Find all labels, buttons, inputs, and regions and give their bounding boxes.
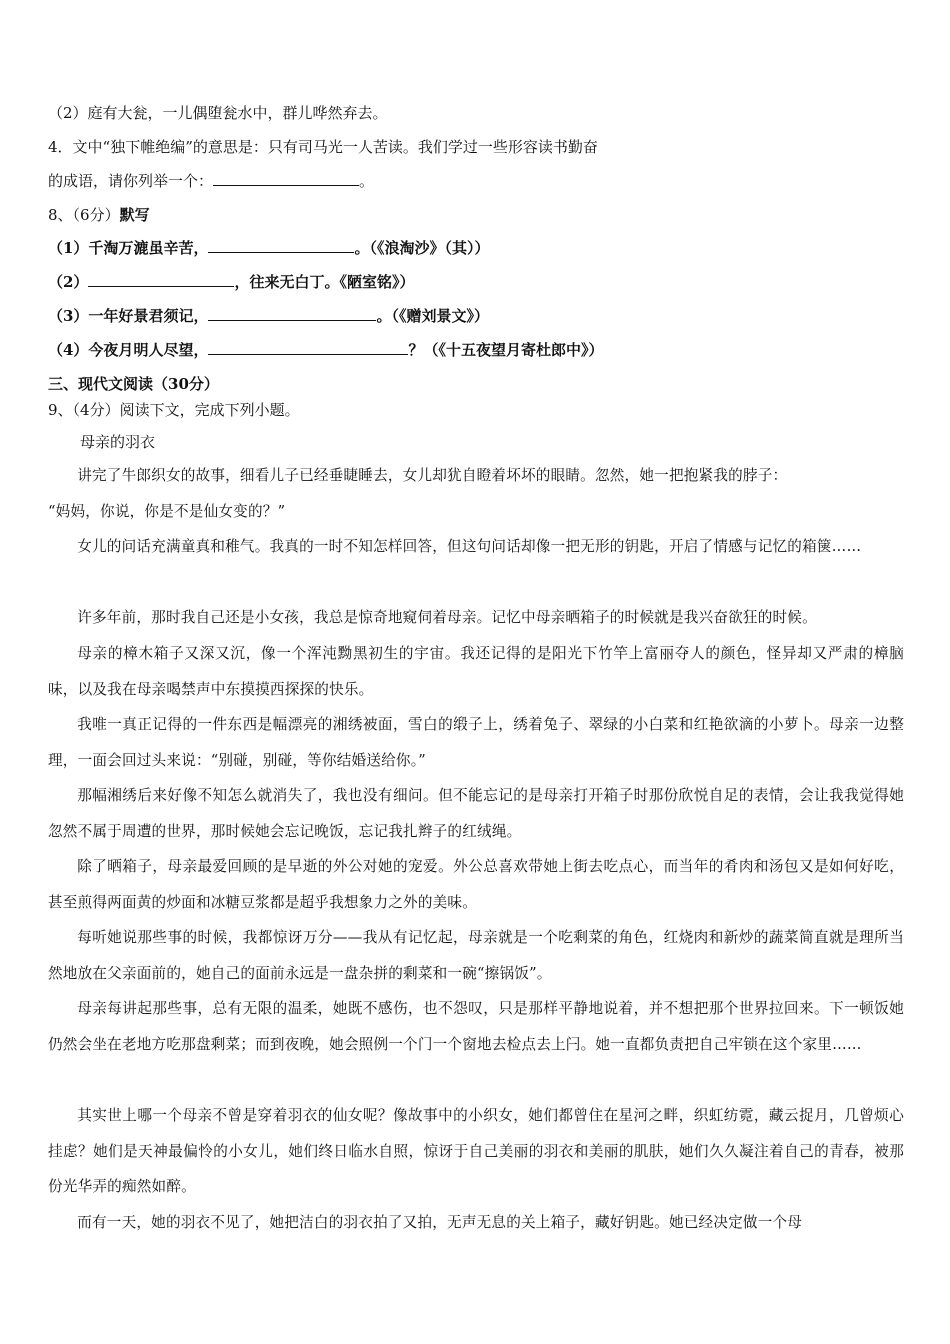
article-paragraph-7: 除了晒箱子，母亲最爱回顾的是早逝的外公对她的宠爱。外公总喜欢带她上街去吃点心，而当年的肴肉和汤包又是如何好吃，甚至煎得两面黄的炒面和冰糖豆浆都是超乎我想象力之外的美味。 bbox=[48, 858, 904, 911]
question-4-text: 的成语，请你列举一个： bbox=[48, 172, 214, 190]
classical-q3-line2: （2）庭有大瓮，一儿偶堕瓮水中，群儿哗然弃去。 bbox=[48, 104, 388, 122]
question-8-title: 默写 bbox=[119, 206, 150, 224]
dictation-line-3 bbox=[48, 306, 489, 326]
dictation-4-blank[interactable] bbox=[208, 340, 408, 355]
dictation-4-prefix: （4）今夜月明人尽望， bbox=[48, 341, 209, 359]
article-paragraph-1b: “妈妈，你说，你是不是仙女变的？” bbox=[48, 503, 286, 520]
dictation-line-1 bbox=[48, 238, 489, 258]
dictation-2-suffix: ，往来无白丁。《陋室铭》） bbox=[234, 273, 415, 291]
article-paragraph-4: 母亲的樟木箱子又深又沉，像一个浑沌黝黑初生的宇宙。我还记得的是阳光下竹竿上富丽夺人的颜色，怪异却又严肃的樟脑味，以及我在母亲喝禁声中东摸摸西探探的快乐。 bbox=[48, 645, 904, 698]
question-4-line1: 4．文中“独下帷绝编”的意思是：只有司马光一人苦读。我们学过一些形容读书勤奋 bbox=[48, 138, 598, 156]
article-paragraph-2: 女儿的问话充满童真和稚气。我真的一时不知怎样回答，但这句问话却像一把无形的钥匙，开启了情感与记忆的箱箧…… bbox=[77, 538, 862, 555]
article-paragraph-3: 许多年前，那时我自己还是小女孩，我总是惊奇地窥伺着母亲。记忆中母亲晒箱子的时候就是我兴奋欲狂的时候。 bbox=[77, 609, 817, 626]
dictation-1-suffix: 。（《浪淘沙》（其）） bbox=[354, 239, 490, 257]
article-paragraph-6: 那幅湘绣后来好像不知怎么就消失了，我也没有细问。但不能忘记的是母亲打开箱子时那份欣悦自足的表情，会让我我觉得她忽然不属于周遭的世界，那时候她会忘记晚饭，忘记我扎辫子的红绒绳。 bbox=[48, 787, 904, 840]
dictation-3-prefix: （3）一年好景君须记， bbox=[48, 307, 209, 325]
dictation-line-2 bbox=[48, 272, 414, 292]
article-paragraph-8: 每听她说那些事的时候，我都惊讶万分——我从有记忆起，母亲就是一个吃剩菜的角色，红烧肉和新炒的蔬菜简直就是理所当然地放在父亲面前的，她自己的面前永远是一盘杂拼的剩菜和一碗“擦锅饭”。 bbox=[48, 929, 904, 982]
article-paragraph-11: 而有一天，她的羽衣不见了，她把洁白的羽衣拍了又拍，无声无息的关上箱子，藏好钥匙。她已经决定做一个母 bbox=[77, 1214, 803, 1231]
question-8-number: 8、（6分） bbox=[48, 206, 120, 224]
article-paragraph-9: 母亲每讲起那些事，总有无限的温柔，她既不感伤，也不怨叹，只是那样平静地说着，并不想把那个世界拉回来。下一顿饭她仍然会坐在老地方吃那盘剩菜；而到夜晚，她会照例一个门一个窗地去检点去上闩。她一直都负责把自己牢锁在这个家里…… bbox=[48, 1000, 904, 1053]
dictation-line-4 bbox=[48, 340, 603, 360]
section-3-heading: 三、现代文阅读（30分） bbox=[48, 375, 219, 393]
dictation-3-blank[interactable] bbox=[208, 306, 376, 321]
article-title: 母亲的羽衣 bbox=[80, 433, 156, 451]
question-4-line2 bbox=[48, 171, 374, 191]
article-paragraph-5: 我唯一真正记得的一件东西是幅漂亮的湘绣被面，雪白的缎子上，绣着兔子、翠绿的小白菜和红艳欲滴的小萝卜。母亲一边整理，一面会回过头来说：“别碰，别碰，等你结婚送给你。” bbox=[48, 716, 904, 769]
question-8-heading bbox=[48, 205, 150, 225]
dictation-4-suffix: ？（《十五夜望月寄杜郎中》） bbox=[408, 341, 604, 359]
dictation-2-prefix: （2） bbox=[48, 273, 89, 291]
dictation-1-prefix: （1）千淘万漉虽辛苦， bbox=[48, 239, 209, 257]
question-9-heading: 9、（4分）阅读下文，完成下列小题。 bbox=[48, 401, 300, 419]
dictation-1-blank[interactable] bbox=[208, 238, 354, 253]
article-paragraph-1: 讲完了牛郎织女的故事，细看儿子已经垂睫睡去，女儿却犹自瞪着坏坏的眼睛。忽然，她一把抱紧我的脖子： bbox=[77, 467, 788, 484]
question-4-end: 。 bbox=[359, 172, 375, 190]
dictation-3-suffix: 。（《赠刘景文》） bbox=[376, 307, 489, 325]
dictation-2-blank[interactable] bbox=[88, 272, 234, 287]
answer-blank[interactable] bbox=[213, 171, 359, 186]
article-paragraph-10: 其实世上哪一个母亲不曾是穿着羽衣的仙女呢？像故事中的小织女，她们都曾住在星河之畔，织虹纺霓，藏云捉月，几曾烦心挂虑？她们是天神最偏怜的小女儿，她们终日临水自照，惊讶于自己美丽的羽衣和美丽的肌肤，她们久久凝注着自己的青春，被那份光华弄的痴然如醉。 bbox=[48, 1107, 904, 1196]
